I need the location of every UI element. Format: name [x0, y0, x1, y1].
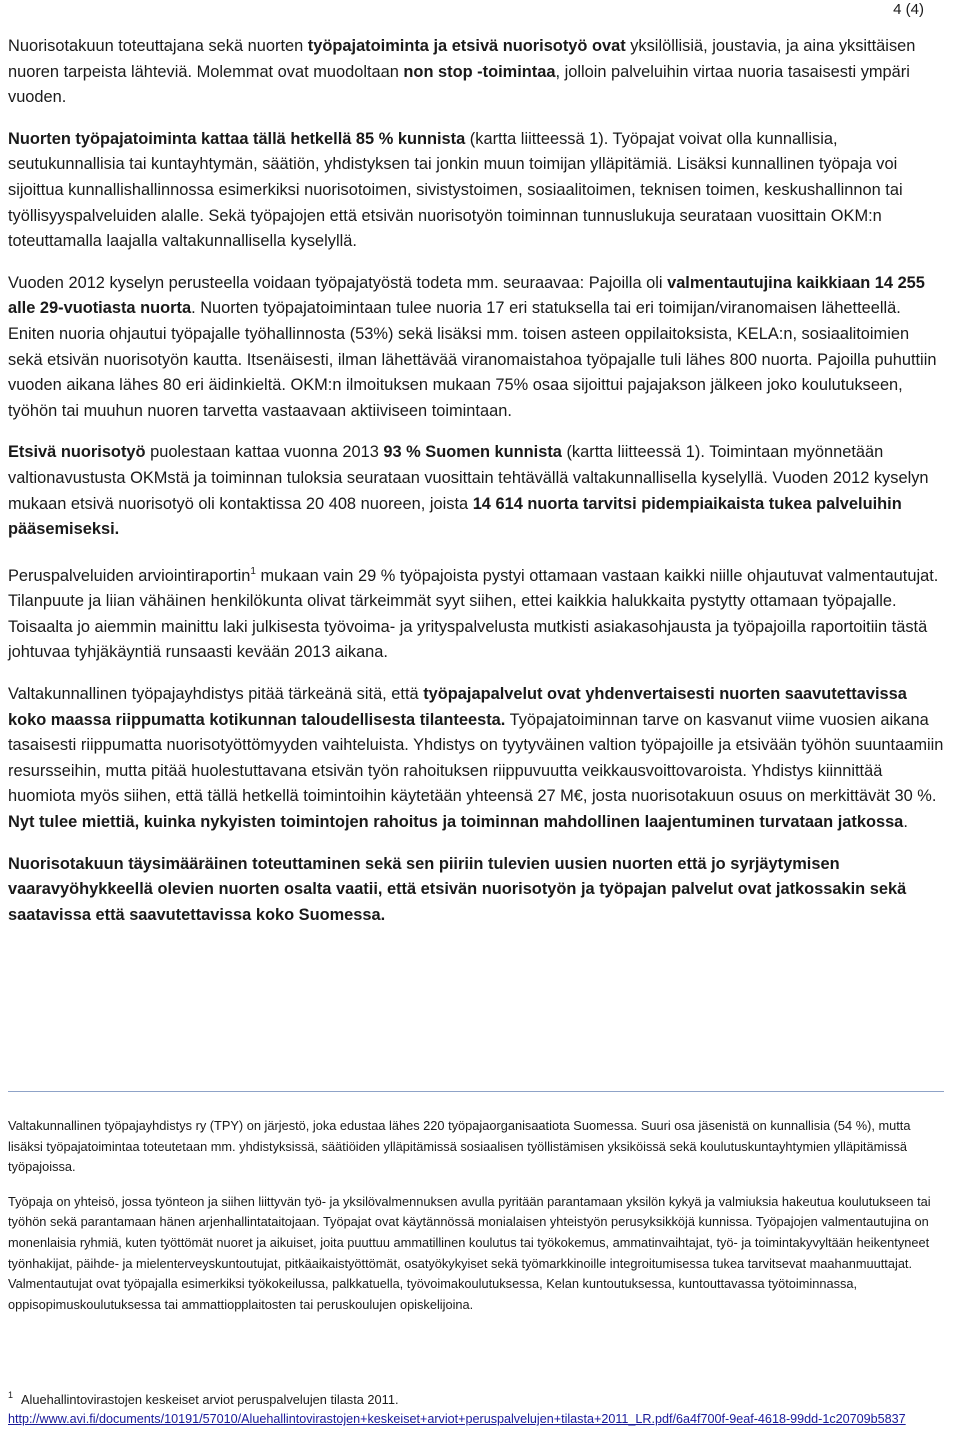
text-run: yksilöllisiä, joustavia, ja aina yksittäisen nuoren tarpeista lähteviä. Molemmat ovat muodoltaan [8, 37, 916, 81]
text-run: Peruspalveluiden arviointiraportin [8, 566, 251, 585]
bold-text: Etsivä nuorisotyö [8, 443, 146, 462]
text-run: . Nuorten työpajatoimintaan tulee nuoria 17 eri statuksella tai eri toimijan/viranomaisen lähetteellä. Eniten nuoria ohjautui työpajalle työhallinnosta (53%) sekä lisäksi mm. toisen asteen oppilaitoksista, KELA:n, sosiaalitoimien sekä etsivän nuorisotyön kautta. Itsenäisesti, ilman lähettävää viranomaistahoa työpajalle tuli lähes 800 nuorta. Pajoilla puhuttiin vuoden aikana lähes 80 eri äidinkieltä. OKM:n ilmoituksen mukaan 75% osaa sijoittui pajajakson jälkeen joko koulutukseen, työhön tai muuhun nuoren tarvetta vastaavaan aktiiviseen toimintaan. [8, 299, 937, 420]
footnote-text: Aluehallintovirastojen keskeiset arviot peruspalvelujen tilasta 2011. [21, 1392, 399, 1407]
footnote-divider [8, 1091, 944, 1092]
text-run: Valtakunnallinen työpajayhdistys pitää tärkeänä sitä, että [8, 685, 424, 704]
text-run: Vuoden 2012 kyselyn perusteella voidaan työpajatyöstä todeta mm. seuraavaa: Pajoilla oli [8, 273, 668, 292]
bold-text: valmentautujina kaikkiaan 14 255 alle 29-vuotiasta nuorta [8, 273, 925, 318]
text-run: (kartta liitteessä 1). Toimintaan myönnetään valtionavustusta OKMstä ja toiminnan tuloksia seurataan vuosittain tehtävällä valtakunnallisella kyselyllä. Vuoden 2012 kyselyn mukaan etsivä nuorisotyö oli kontaktissa 20 408 nuoreen, joista [8, 443, 929, 513]
paragraph-2 [8, 127, 946, 255]
text-run: . [903, 813, 908, 832]
paragraph-6 [8, 682, 946, 836]
text-run: puolestaan kattaa vuonna 2013 [145, 443, 384, 462]
text-run: (kartta liitteessä 1). Työpajat voivat olla kunnallisia, seutukunnallisia tai kuntayhtymän, säätiön, yhdistyksen tai jonkin muun toimijan ylläpitämiä. Lisäksi kunnallinen työpaja voi sijoittua kunnallishallinnossa esimerkiksi nuorisotoimen, sivistystoimen, sosiaalitoimen, teknisen toimen, keskushallinnon tai työllisyyspalveluiden alalle. Sekä työpajojen että etsivän nuorisotyön toiminnan tunnuslukuja seurataan vuosittain OKM:n toteuttamalla laajalla valtakunnallisella kyselyllä. [8, 129, 903, 251]
paragraph-4 [8, 440, 946, 542]
text-run: Työpajatoiminnan tarve on kasvanut viime vuosien aikana tasaisesti riippumatta nuorisotyöttömyyden vaihteluista. Yhdistys on tyytyväinen valtion työpajoille ja etsivään työhön suuntaamiin resursseihin, mutta pitää huolestuttavana etsivän työn rahoituksen riippuvuutta veikkausvoittovaroista. Yhdistys kiinnittää huomiota myös siihen, että tällä hetkellä toimintoihin käytetään yhteensä 27 M€, josta nuorisotakuun osuus on merkittävät 30 %. [8, 710, 944, 806]
bold-text: työpajapalvelut ovat yhdenvertaisesti nuorten saavutettavissa koko maassa riippumatta kotikunnan taloudellisesta tilanteesta. [8, 685, 907, 729]
note-tpy: Valtakunnallinen työpajayhdistys ry (TPY) on järjestö, joka edustaa lähes 220 työpajaorganisaatiota Suomessa. Suuri osa jäsenistä on kunnallisia (54 %), mutta lisäksi työpajatoimintaa toteutetaan mm. yhdistyksissä, säätiöiden ylläpitämissä sosiaalisen työllistämisen yksiköissä sekä koulutuskuntayhtymien ylläpitämissä työpajoissa. [8, 1118, 911, 1175]
bold-text: 93 % Suomen kunnista [383, 443, 562, 462]
bold-text: non stop -toimintaa [403, 62, 556, 81]
footnote-number: 1 [8, 1390, 14, 1400]
main-body-text [8, 34, 946, 944]
text-run: mukaan vain 29 % työpajoista pystyi ottamaan vastaan kaikki niille ohjautuvat valmentautujat. Tilanpuute ja liian vähäinen henkilökunta olivat tärkeimmät syyt siihen, ettei kaikkia halukkaita pystytty ottamaan työpajalle. Toisaalta jo aiemmin mainittu laki julkisesta työvoima- ja yrityspalvelusta mutkisti asiakasohjausta ja työpajoilla raportoitiin tästä johtuvaa tyhjäkäyntiä runsaasti kevään 2013 aikana. [8, 566, 939, 662]
page-number: 4 (4) [893, 1, 924, 18]
bold-text: Nuorisotakuun täysimääräinen toteuttaminen sekä sen piiriin tulevien uusien nuorten että jo syrjäytymisen vaaravyöhykkeellä olevien nuorten osalta vaatii, että etsivän nuorisotyön ja työpajan palvelut ovat jatkossakin sekä saatavissa että saavutettavissa koko Suomessa. [8, 854, 907, 924]
paragraph-5 [8, 559, 946, 666]
bold-text: Nyt tulee miettiä, kuinka nykyisten toimintojen rahoitus ja toiminnan mahdollinen laajentuminen turvataan jatkossa [8, 813, 904, 832]
bold-text: työpajatoiminta ja etsivä nuorisotyö ovat [307, 37, 626, 55]
footnote-link[interactable]: http://www.avi.fi/documents/10191/57010/Aluehallintovirastojen+keskeiset+arviot+peruspalvelujen+tilasta+2011_LR.pdf/6a4f700f-9eaf-4618-99dd-1c20709b5837 [8, 1412, 906, 1426]
paragraph-3 [8, 271, 946, 425]
paragraph-7 [8, 852, 946, 929]
text-run: , jolloin palveluihin virtaa nuoria tasaisesti ympäri vuoden. [8, 62, 910, 107]
paragraph-1 [8, 34, 946, 111]
footnote-ref: 1 [250, 565, 256, 577]
bold-text: 14 614 nuorta tarvitsi pidempiaikaista tukea palveluihin pääsemiseksi. [8, 494, 902, 539]
notes-section [8, 1116, 944, 1329]
footnote [8, 1386, 944, 1428]
bold-text: Nuorten työpajatoiminta kattaa tällä hetkellä 85 % kunnista [8, 129, 466, 148]
text-run: Nuorisotakuun toteuttajana sekä nuorten [8, 37, 308, 55]
note-tyopaja: Työpaja on yhteisö, jossa työnteon ja siihen liittyvän työ- ja yksilövalmennuksen avulla pyritään parantamaan yksilön kykyä ja valmiuksia hakeutua koulutukseen tai työhön sekä parantamaan hänen arjenhallintataitojaan. Työpajat ovat käytännössä monialaisen yhteistyön perusyksikköjä kunnissa. Työpajojen valmentautujina on monenlaisia ryhmiä, kuten työttömät nuoret ja aikuiset, joita puuttuu ammatillinen koulutus tai työkokemus, ammatinvaihtajat, työ- ja toimintakyvyltään heikentyneet työnhakijat, päihde- ja mielenterveyskuntoutujat, pitkäaikaistyöttömät, osatyökykyiset sekä työmarkkinoille integroitumisessa tukea tarvitsevat maahanmuuttajat. Valmentautujat ovat työpajalla esimerkiksi työkokeilussa, palkkatuella, työvoimakoulutuksessa, Kelan kuntoutuksessa, kuntouttavassa työtoiminnassa, oppisopimuskoulutuksessa tai ammattiopplaitosten tai peruskoulujen opiskelijoina. [8, 1193, 931, 1312]
